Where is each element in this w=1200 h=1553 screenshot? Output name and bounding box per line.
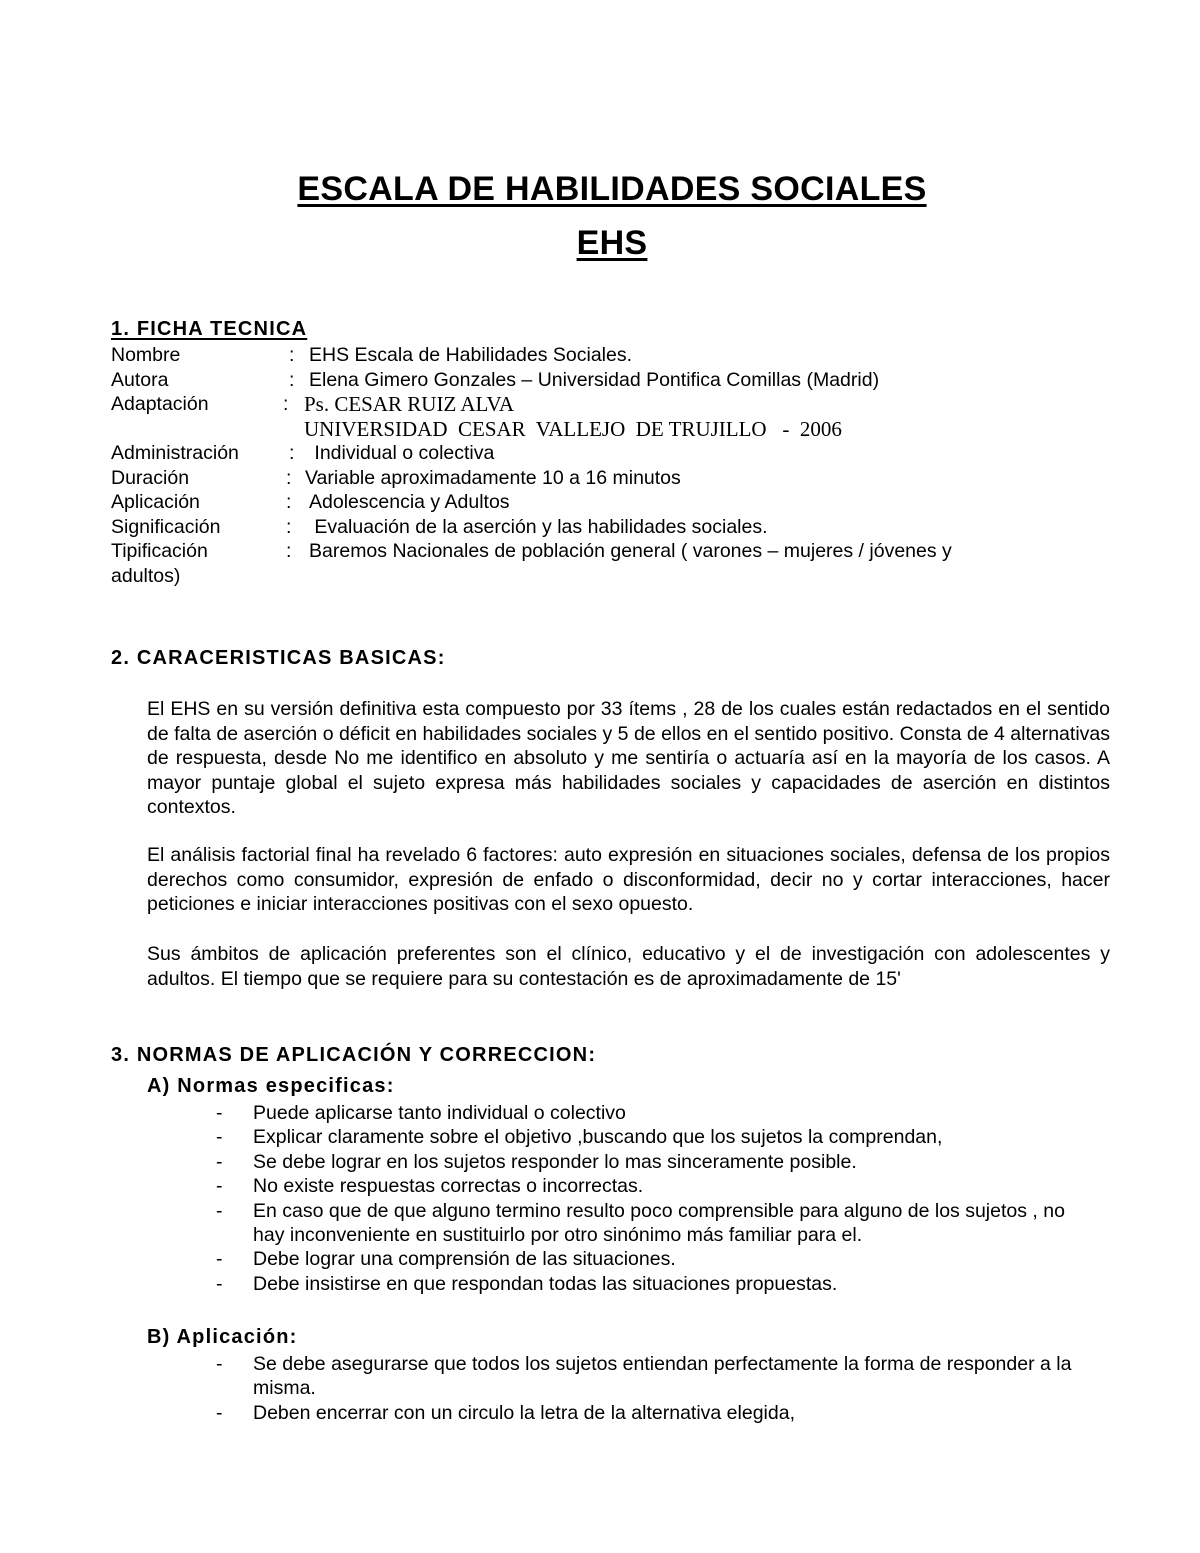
ficha-row [111,466,1071,491]
section-heading-normas: 3. NORMAS DE APLICACIÓN Y CORRECCION: [111,1044,597,1066]
ficha-value: UNIVERSIDAD CESAR VALLEJO DE TRUJILLO - 2006 [304,416,842,441]
section-heading-ficha-tecnica: 1. FICHA TECNICA [111,318,308,340]
list-item-text: Debe lograr una comprensión de las situaciones. [253,1248,676,1271]
ficha-row [111,368,1071,393]
ficha-label: Significación [111,515,221,538]
bullet-dash: - [216,1199,223,1222]
ficha-colon: : [286,466,292,489]
ficha-colon: : [286,491,292,513]
ficha-colon: : [289,344,295,366]
paragraph: El EHS en su versión definitiva esta compuesto por 33 ítems , 28 de los cuales están redactados en el sentido de falta de aserción o déficit en habilidades sociales y 5 de ellos en el sentido positivo. Consta de 4 alternativas de respuesta, desde No me identifico en absoluto y me sentiría o actuaría así en la mayoría de los casos. A mayor puntaje global el sujeto expresa más habilidades sociales y capacidades de aserción en distintos contextos. [147,698,1110,819]
list-item [216,1352,1096,1401]
list-item [216,1272,1096,1296]
subsection-heading-aplicacion: B) Aplicación: [147,1326,298,1348]
ficha-row [111,417,1071,442]
ficha-value: Evaluación de la aserción y las habilidades sociales. [309,515,768,538]
ficha-row [111,515,1071,540]
list-item [216,1199,1096,1248]
ficha-row [111,539,1071,564]
paragraph: Sus ámbitos de aplicación preferentes son el clínico, educativo y el de investigación con adolescentes y adultos. El tiempo que se requiere para su contestación es de aproximadamente de 15' [147,943,1110,990]
ficha-label: Administración [111,442,239,464]
subsection-heading-normas-especificas: A) Normas especificas: [147,1075,395,1097]
ficha-value: Adolescencia y Adultos [309,491,510,513]
list-item [216,1150,1096,1174]
bullet-dash: - [216,1248,223,1271]
ficha-colon: : [289,368,295,391]
ficha-value: Individual o colectiva [309,442,495,464]
list-item-text: Puede aplicarse tanto individual o colectivo [253,1102,626,1124]
ficha-value: Elena Gimero Gonzales – Universidad Pontifica Comillas (Madrid) [309,368,880,391]
bullet-dash: - [216,1175,223,1198]
document-title: ESCALA DE HABILIDADES SOCIALES [297,170,927,208]
ficha-colon: : [289,442,295,464]
ficha-row [111,490,1071,515]
list-item [216,1174,1096,1198]
ficha-row [111,343,1071,368]
ficha-value: Baremos Nacionales de población general ( varones – mujeres / jóvenes y [309,540,952,562]
list-item-text: En caso que de que alguno termino resulto poco comprensible para alguno de los sujetos , no hay inconveniente en sustituirlo por otro sinónimo más familiar para el. [253,1199,1065,1247]
bullet-dash: - [216,1272,223,1295]
bullet-dash: - [216,1126,223,1149]
list-item-text: No existe respuestas correctas o incorrectas. [253,1175,644,1198]
ficha-value: EHS Escala de Habilidades Sociales. [309,344,633,366]
ficha-label: Aplicación [111,491,200,513]
list-item [216,1401,1096,1425]
list-item [216,1247,1096,1271]
list-item-text: Deben encerrar con un circulo la letra de la alternativa elegida, [253,1401,795,1424]
ficha-label: Duración [111,466,190,489]
ficha-row [111,441,1071,466]
bullet-dash: - [216,1102,223,1124]
ficha-label: Autora [111,368,169,391]
list-item-text: Debe insistirse en que respondan todas las situaciones propuestas. [253,1272,838,1295]
ficha-tecnica-table [111,343,1071,588]
list-item-text: Se debe lograr en los sujetos responder lo mas sinceramente posible. [253,1150,857,1173]
list-item-text: Explicar claramente sobre el objetivo ,buscando que los sujetos la comprendan, [253,1126,943,1149]
bullet-dash: - [216,1353,223,1375]
list-item [216,1125,1096,1149]
aplicacion-list [216,1352,1096,1425]
ficha-label: Tipificación [111,540,208,562]
section-heading-caracteristicas: 2. CARACERISTICAS BASICAS: [111,647,446,669]
ficha-colon: : [286,515,292,538]
paragraph: El análisis factorial final ha revelado 6 factores: auto expresión en situaciones sociales, defensa de los propios derechos como consumidor, expresión de enfado o disconformidad, decir no y cortar interacciones, hacer peticiones e iniciar interacciones positivas con el sexo opuesto. [147,844,1110,916]
ficha-colon: : [283,393,289,415]
bullet-dash: - [216,1150,223,1173]
ficha-row [111,392,1071,417]
ficha-value: Ps. CESAR RUIZ ALVA [304,392,515,416]
ficha-value: Variable aproximadamente 10 a 16 minutos [305,466,681,489]
normas-list [216,1101,1096,1296]
ficha-colon: : [286,540,292,562]
ficha-label: Nombre [111,344,181,366]
list-item [216,1101,1096,1125]
list-item-text: Se debe asegurarse que todos los sujetos entiendan perfectamente la forma de responder a la misma. [253,1353,1072,1400]
ficha-label: Adaptación [111,393,209,415]
ficha-continuation: adultos) [111,564,181,587]
document-subtitle: EHS [576,224,648,262]
bullet-dash: - [216,1401,223,1424]
